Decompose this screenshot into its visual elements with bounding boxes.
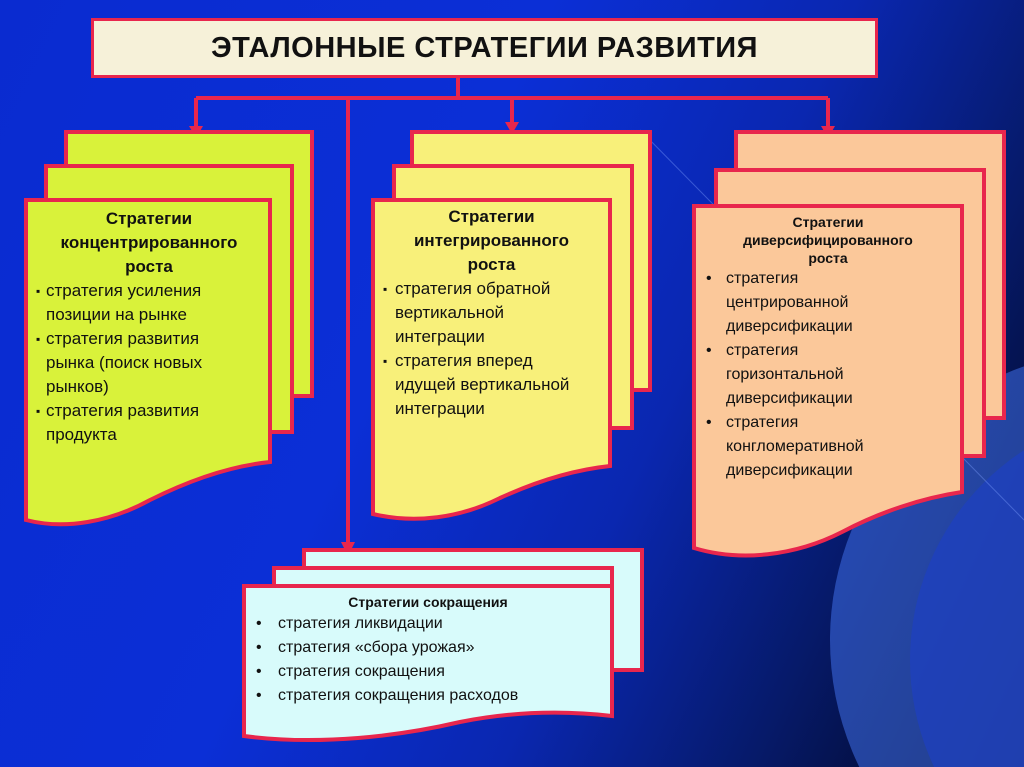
heading-line: роста — [808, 250, 848, 266]
list-item: ▪ стратегия обратной вертикальной интеграции — [383, 279, 551, 346]
page-title: ЭТАЛОННЫЕ СТРАТЕГИИ РАЗВИТИЯ — [91, 18, 878, 78]
heading-line: диверсифицированного — [743, 232, 913, 248]
list-item: • стратегия центрированной диверсификации — [706, 270, 853, 335]
reduction-heading — [244, 592, 612, 612]
list-item: • стратегия «сбора урожая» — [256, 639, 475, 656]
list-item: ▪ стратегия вперед идущей вертикальной интеграции — [383, 351, 570, 418]
list-item: • стратегия горизонтальной диверсификации — [706, 342, 853, 407]
reduction-block — [244, 592, 612, 708]
list-item: ▪ стратегия развития продукта — [36, 401, 200, 444]
heading-line: интегрированного — [413, 231, 570, 250]
heading-line: роста — [125, 257, 173, 276]
heading-line: Стратегии — [448, 207, 535, 226]
heading-line: Стратегии сокращения — [348, 594, 508, 610]
list-item: ▪ стратегия развития рынка (поиск новых рынков) — [36, 329, 203, 396]
list-item: ▪ стратегия усиления позиции на рынке — [36, 281, 202, 324]
heading-line: Стратегии — [792, 214, 864, 230]
list-item: • стратегия сокращения — [256, 663, 445, 680]
list-item: • стратегия ликвидации — [256, 615, 443, 632]
heading-line: концентрированного — [60, 233, 238, 252]
list-item: • стратегия сокращения расходов — [256, 687, 519, 704]
list-item: • стратегия конгломеративной диверсификации — [706, 414, 864, 479]
heading-line: Стратегии — [105, 209, 193, 228]
heading-line: роста — [467, 255, 516, 274]
